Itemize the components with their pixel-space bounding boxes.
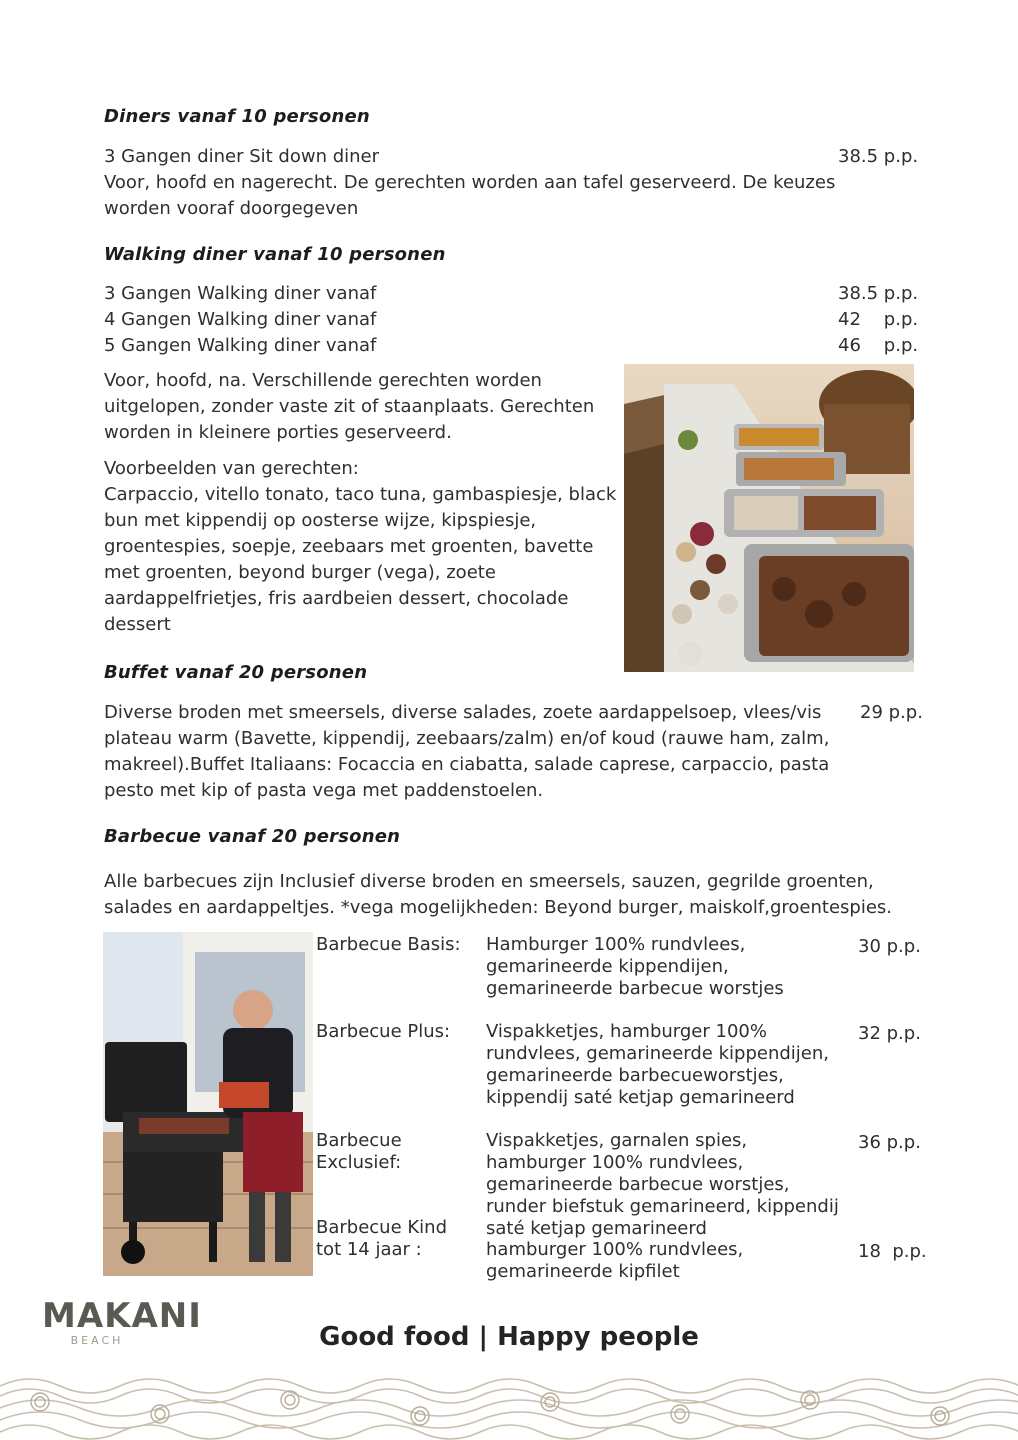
walking-item: 4 Gangen Walking diner vanaf bbox=[104, 309, 377, 330]
section-heading-diners: Diners vanaf 10 personen bbox=[104, 106, 370, 127]
walking-price: 46 p.p. bbox=[838, 335, 919, 356]
section-heading-walking: Walking diner vanaf 10 personen bbox=[104, 244, 446, 265]
barbecue-photo bbox=[103, 932, 313, 1276]
diners-desc-line2: worden vooraf doorgegeven bbox=[104, 198, 359, 219]
bbq-option-name: Barbecue Basis: bbox=[316, 934, 461, 955]
barbecue-intro-line: Alle barbecues zijn Inclusief diverse broden en smeersels, sauzen, gegrilde groenten, bbox=[104, 871, 874, 892]
bbq-option-price: 36 p.p. bbox=[858, 1132, 921, 1153]
walking-examples-line: groentespies, soepje, zeebaars met groenten, bavette bbox=[104, 536, 594, 557]
bbq-option-name: Barbecue Exclusief: bbox=[316, 1130, 402, 1173]
footer-tagline: Good food | Happy people bbox=[319, 1322, 699, 1352]
walking-item: 5 Gangen Walking diner vanaf bbox=[104, 335, 377, 356]
bbq-option-name: Barbecue Kind tot 14 jaar : bbox=[316, 1217, 448, 1260]
bbq-option-desc: Hamburger 100% rundvlees, gemarineerde kippendijen, gemarineerde barbecue worstjes bbox=[486, 934, 784, 999]
bbq-option-desc: Vispakketjes, garnalen spies, hamburger 100% rundvlees, gemarineerde barbecue worstjes, runder biefstuk gemarineerd, kippendij saté ketjap gemarineerd bbox=[486, 1130, 839, 1239]
bbq-option-price: 30 p.p. bbox=[858, 936, 921, 957]
bbq-option-desc: Vispakketjes, hamburger 100% rundvlees, gemarineerde kippendijen, gemarineerde barbecueworstjes, kippendij saté ketjap gemarineerd bbox=[486, 1021, 829, 1108]
wave-pattern bbox=[0, 1372, 1018, 1440]
bbq-option-price: 32 p.p. bbox=[858, 1023, 921, 1044]
bbq-option-desc: hamburger 100% rundvlees, gemarineerde kipfilet bbox=[486, 1239, 744, 1282]
bbq-option-price: 18 p.p. bbox=[858, 1241, 927, 1262]
walking-item: 3 Gangen Walking diner vanaf bbox=[104, 283, 377, 304]
walking-price: 42 p.p. bbox=[838, 309, 919, 330]
walking-examples-line: met groenten, beyond burger (vega), zoete bbox=[104, 562, 496, 583]
buffet-desc-line: pesto met kip of pasta vega met paddenstoelen. bbox=[104, 780, 544, 801]
walking-examples-line: bun met kippendij op oosterse wijze, kipspiesje, bbox=[104, 510, 537, 531]
walking-price: 38.5 p.p. bbox=[838, 283, 919, 304]
diners-price: 38.5 p.p. bbox=[838, 146, 919, 167]
walking-examples-line: aardappelfrietjes, fris aardbeien dessert, chocolade bbox=[104, 588, 569, 609]
walking-examples-line: dessert bbox=[104, 614, 171, 635]
walking-desc-line: worden in kleinere porties geserveerd. bbox=[104, 422, 452, 443]
barbecue-intro-line: salades en aardappeltjes. *vega mogelijkheden: Beyond burger, maiskolf,groentespies. bbox=[104, 897, 893, 918]
section-heading-buffet: Buffet vanaf 20 personen bbox=[104, 662, 368, 683]
buffet-desc-line: Diverse broden met smeersels, diverse salades, zoete aardappelsoep, vlees/vis bbox=[104, 702, 822, 723]
walking-examples-line: Voorbeelden van gerechten: bbox=[104, 458, 359, 479]
walking-desc-line: uitgelopen, zonder vaste zit of staanplaats. Gerechten bbox=[104, 396, 595, 417]
logo-wordmark: MAKANI bbox=[42, 1296, 202, 1336]
bbq-option-name: Barbecue Plus: bbox=[316, 1021, 451, 1042]
buffet-desc-line: plateau warm (Bavette, kippendij, zeebaars/zalm) en/of koud (rauwe ham, zalm, bbox=[104, 728, 830, 749]
section-heading-barbecue: Barbecue vanaf 20 personen bbox=[104, 826, 401, 847]
diners-item: 3 Gangen diner Sit down diner bbox=[104, 146, 380, 167]
walking-desc-line: Voor, hoofd, na. Verschillende gerechten worden bbox=[104, 370, 542, 391]
buffet-photo bbox=[624, 364, 914, 672]
diners-desc-line1: Voor, hoofd en nagerecht. De gerechten worden aan tafel geserveerd. De keuzes bbox=[104, 172, 836, 193]
buffet-desc-line: makreel).Buffet Italiaans: Focaccia en ciabatta, salade caprese, carpaccio, pasta bbox=[104, 754, 830, 775]
logo-subtitle: BEACH bbox=[70, 1334, 124, 1347]
walking-examples-line: Carpaccio, vitello tonato, taco tuna, gambaspiesje, black bbox=[104, 484, 617, 505]
buffet-price: 29 p.p. bbox=[860, 702, 923, 723]
